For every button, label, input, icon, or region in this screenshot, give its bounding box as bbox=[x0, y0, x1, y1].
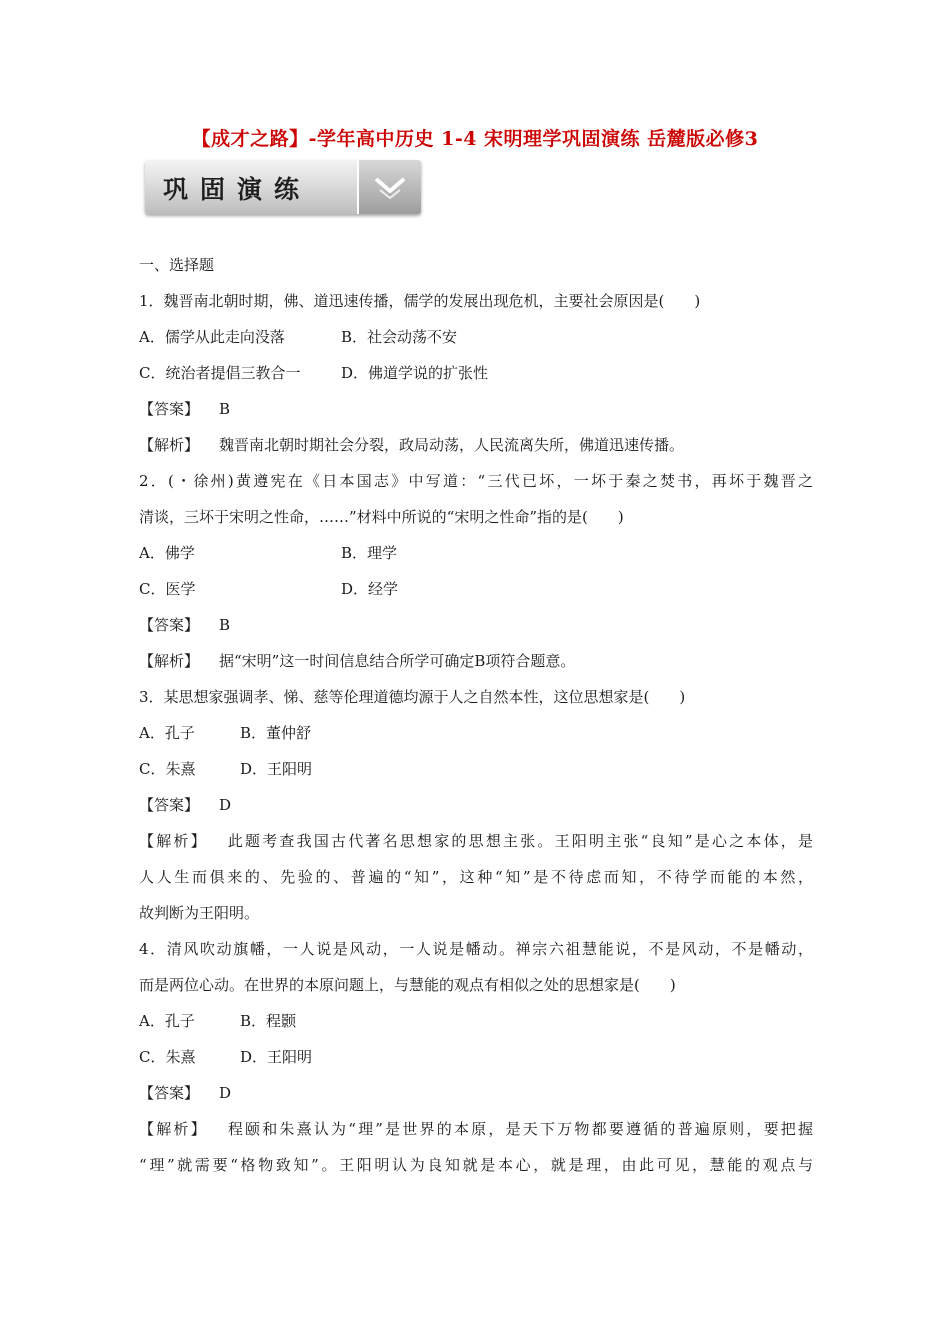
answer-line bbox=[139, 391, 813, 427]
option: B．社会动荡不安 bbox=[341, 328, 458, 346]
chevron-down-icon bbox=[374, 174, 406, 200]
analysis-line bbox=[139, 823, 813, 859]
option: D．王阳明 bbox=[240, 760, 313, 778]
option: D．王阳明 bbox=[240, 1048, 313, 1066]
option-row bbox=[139, 1003, 813, 1039]
banner-label: 巩固演练 bbox=[163, 175, 312, 204]
answer-tag: 【答案】 bbox=[139, 796, 200, 814]
option-row bbox=[139, 571, 813, 607]
analysis-text: 魏晋南北朝时期社会分裂，政局动荡，人民流离失所，佛道迅速传播。 bbox=[219, 436, 685, 454]
analysis-line bbox=[139, 1111, 813, 1147]
answer-tag: 【答案】 bbox=[139, 616, 200, 634]
option-row bbox=[139, 535, 813, 571]
analysis-text: 程颐和朱熹认为“理”是世界的本原，是天下万物都要遵循的普遍原则，要把握 bbox=[227, 1120, 813, 1138]
analysis-tag: 【解析】 bbox=[139, 832, 208, 850]
analysis-line: “理”就需要“格物致知”。王阳明认为良知就是本心，就是理，由此可见，慧能的观点与 bbox=[139, 1156, 813, 1174]
page-title: 【成才之路】-学年高中历史 1-4 宋明理学巩固演练 岳麓版必修3 bbox=[191, 128, 759, 150]
option-row bbox=[139, 715, 813, 751]
option: C．医学 bbox=[139, 580, 196, 598]
option: C．朱熹 bbox=[139, 1048, 196, 1066]
question-stem: 2．(・徐州)黄遵宪在《日本国志》中写道：“三代已坏，一坏于秦之焚书，再坏于魏晋之 bbox=[139, 472, 813, 490]
answer-value: B bbox=[219, 616, 231, 634]
question-stem: 4．清风吹动旗幡，一人说是风动，一人说是幡动。禅宗六祖慧能说，不是风动，不是幡动， bbox=[139, 940, 813, 958]
answer-tag: 【答案】 bbox=[139, 1084, 200, 1102]
banner-tab bbox=[357, 160, 421, 214]
option: D．佛道学说的扩张性 bbox=[341, 364, 489, 382]
question-stem: 清谈，三坏于宋明之性命，……”材料中所说的“宋明之性命”指的是( ) bbox=[139, 508, 624, 526]
answer-value: D bbox=[219, 1084, 232, 1102]
analysis-tag: 【解析】 bbox=[139, 1120, 208, 1138]
section-banner bbox=[145, 160, 421, 214]
answer-line bbox=[139, 1075, 813, 1111]
option: A．佛学 bbox=[139, 544, 195, 562]
analysis-text: 据“宋明”这一时间信息结合所学可确定B项符合题意。 bbox=[219, 652, 576, 670]
option: B．理学 bbox=[341, 544, 398, 562]
option: C．统治者提倡三教合一 bbox=[139, 364, 301, 382]
option-row bbox=[139, 355, 813, 391]
answer-line bbox=[139, 607, 813, 643]
answer-tag: 【答案】 bbox=[139, 400, 200, 418]
analysis-line: 故判断为王阳明。 bbox=[139, 904, 260, 922]
option: A．孔子 bbox=[139, 1012, 195, 1030]
section-heading: 一、选择题 bbox=[139, 256, 215, 274]
option-row bbox=[139, 319, 813, 355]
answer-value: D bbox=[219, 796, 232, 814]
option: C．朱熹 bbox=[139, 760, 196, 778]
option: D．经学 bbox=[341, 580, 399, 598]
document-body bbox=[139, 247, 813, 1183]
analysis-line bbox=[139, 643, 813, 679]
option: B．程颢 bbox=[240, 1012, 297, 1030]
option: A．儒学从此走向没落 bbox=[139, 328, 285, 346]
option: A．孔子 bbox=[139, 724, 195, 742]
analysis-text: 此题考查我国古代著名思想家的思想主张。王阳明主张“良知”是心之本体，是 bbox=[227, 832, 813, 850]
answer-value: B bbox=[219, 400, 231, 418]
option-row bbox=[139, 751, 813, 787]
analysis-line: 人人生而俱来的、先验的、普遍的“知”，这种“知”是不待虑而知，不待学而能的本然， bbox=[139, 868, 813, 886]
answer-line bbox=[139, 787, 813, 823]
question-stem: 而是两位心动。在世界的本原问题上，与慧能的观点有相似之处的思想家是( ) bbox=[139, 976, 676, 994]
analysis-tag: 【解析】 bbox=[139, 436, 200, 454]
analysis-tag: 【解析】 bbox=[139, 652, 200, 670]
option-row bbox=[139, 1039, 813, 1075]
analysis-line bbox=[139, 427, 813, 463]
question-stem: 1．魏晋南北朝时期，佛、道迅速传播，儒学的发展出现危机，主要社会原因是( ) bbox=[139, 292, 701, 310]
option: B．董仲舒 bbox=[240, 724, 312, 742]
question-stem: 3．某思想家强调孝、悌、慈等伦理道德均源于人之自然本性，这位思想家是( ) bbox=[139, 688, 686, 706]
